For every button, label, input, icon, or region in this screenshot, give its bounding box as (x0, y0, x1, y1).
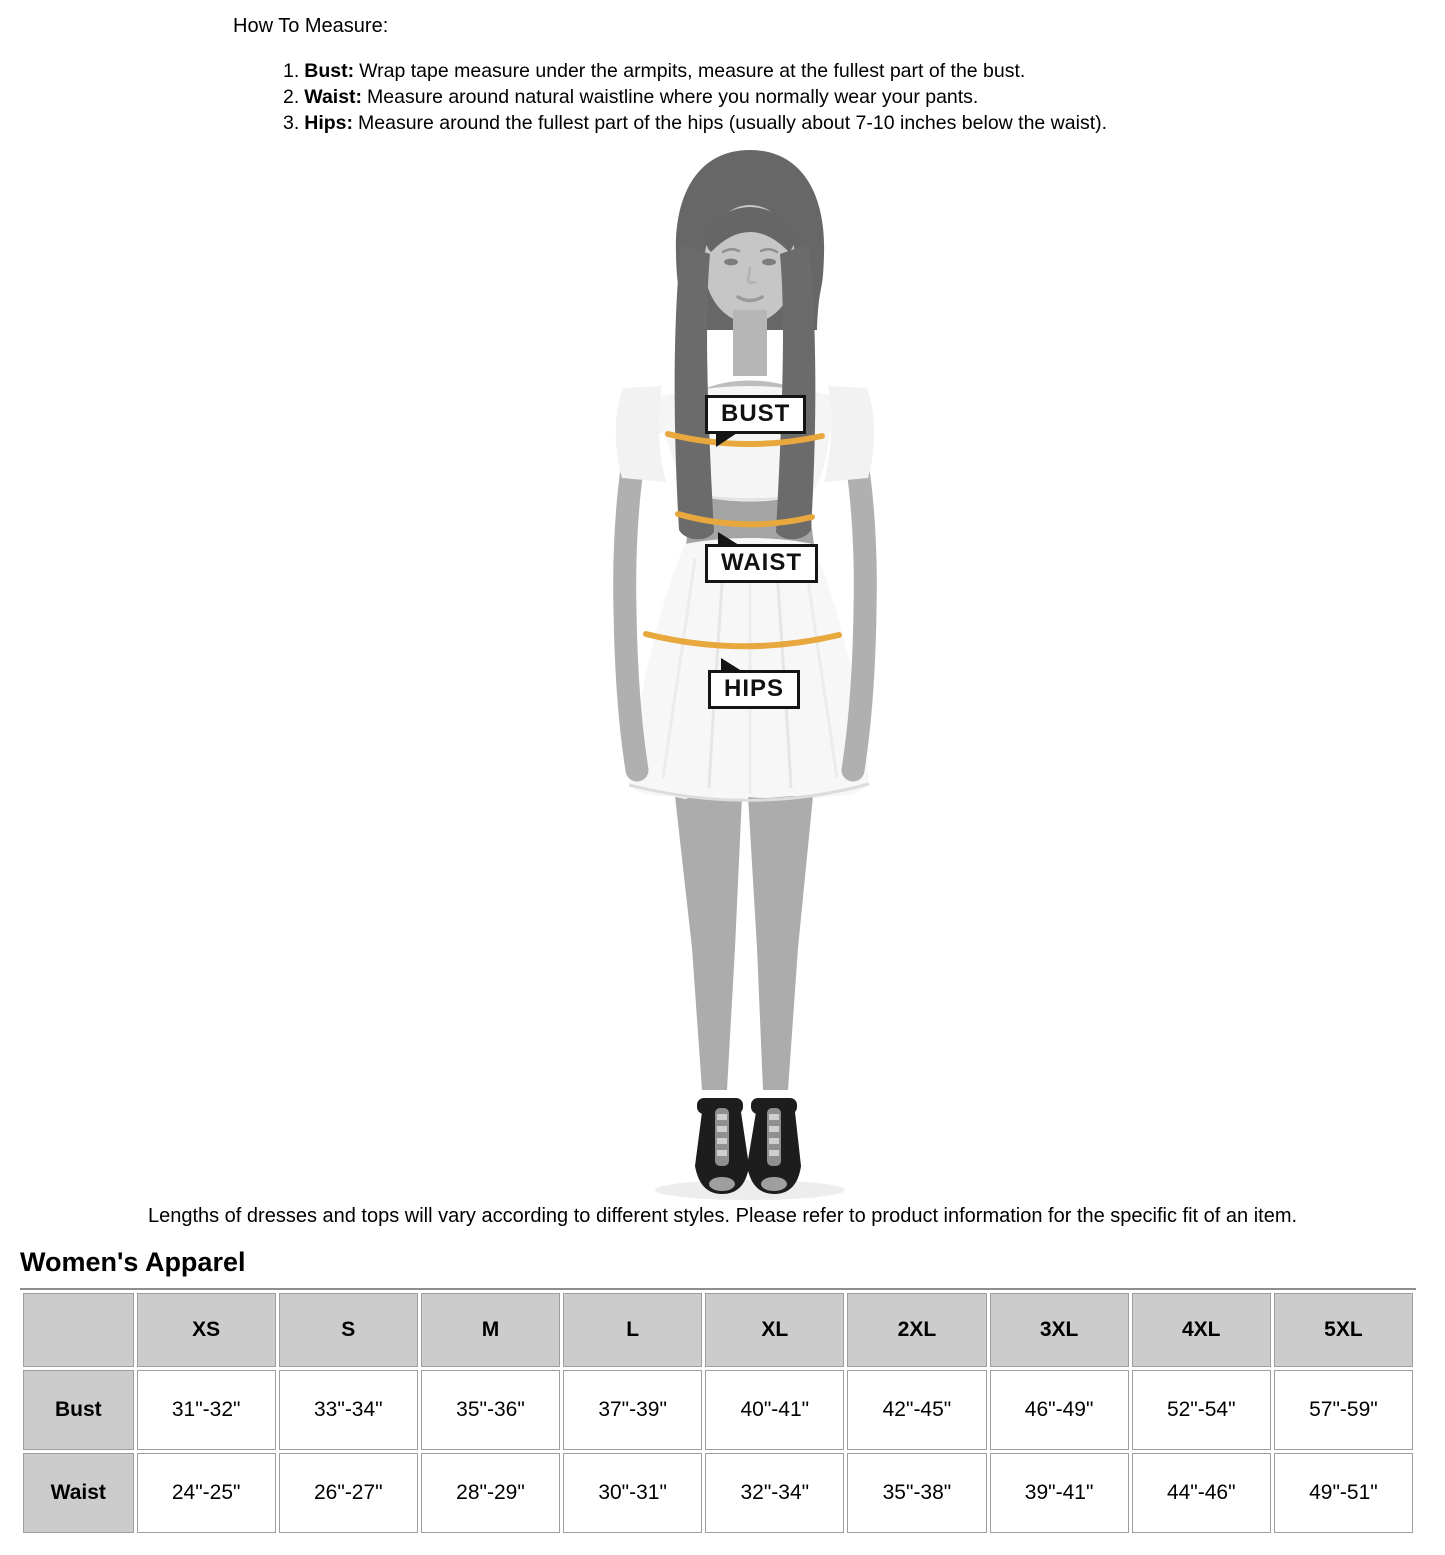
instruction-term: Hips: (304, 112, 354, 134)
size-cell: 42"-45" (847, 1370, 986, 1450)
size-table-title: Women's Apparel (20, 1247, 246, 1277)
row-label: Waist (23, 1453, 134, 1533)
size-cell: 49"-51" (1274, 1453, 1413, 1533)
corner-cell (23, 1293, 134, 1367)
size-cell: 31"-32" (137, 1370, 276, 1450)
how-to-measure-heading: How To Measure: (233, 15, 389, 37)
instruction-number: 2. (283, 86, 300, 108)
instruction-term: Bust: (304, 60, 355, 82)
instruction-number: 3. (283, 112, 300, 134)
instruction-text: Wrap tape measure under the armpits, measure at the fullest part of the bust. (359, 60, 1026, 82)
size-col-header: L (563, 1293, 702, 1367)
instruction-term: Waist: (304, 86, 363, 108)
instruction-bust (283, 58, 1107, 84)
size-cell: 24"-25" (137, 1453, 276, 1533)
size-cell: 28"-29" (421, 1453, 560, 1533)
size-cell: 30"-31" (563, 1453, 702, 1533)
waist-row (23, 1453, 1413, 1533)
floor-shadow (655, 1180, 845, 1200)
instruction-hips (283, 110, 1107, 136)
size-col-header: M (421, 1293, 560, 1367)
size-cell: 26"-27" (279, 1453, 418, 1533)
fit-disclaimer-note: Lengths of dresses and tops will vary according to different styles. Please refer to product information for the specific fit of an item. (147, 1205, 1298, 1227)
measurement-model-figure (545, 148, 945, 1204)
size-col-header: 3XL (990, 1293, 1129, 1367)
size-cell: 40"-41" (705, 1370, 844, 1450)
measure-instructions-list (283, 58, 1107, 136)
size-header-row (23, 1293, 1413, 1367)
model-shoes (695, 1098, 801, 1194)
size-col-header: S (279, 1293, 418, 1367)
model-legs (675, 796, 813, 1090)
size-cell: 52"-54" (1132, 1370, 1271, 1450)
size-cell: 57"-59" (1274, 1370, 1413, 1450)
size-col-header: 2XL (847, 1293, 986, 1367)
size-col-header: 4XL (1132, 1293, 1271, 1367)
hips-callout-label: HIPS (708, 670, 800, 709)
size-cell: 46"-49" (990, 1370, 1129, 1450)
size-cell: 32"-34" (705, 1453, 844, 1533)
size-cell: 35"-38" (847, 1453, 986, 1533)
size-cell: 44"-46" (1132, 1453, 1271, 1533)
instruction-number: 1. (283, 60, 300, 82)
size-col-header: XS (137, 1293, 276, 1367)
bust-callout-label: BUST (705, 395, 806, 434)
size-cell: 39"-41" (990, 1453, 1129, 1533)
size-cell: 35"-36" (421, 1370, 560, 1450)
size-cell: 37"-39" (563, 1370, 702, 1450)
waist-callout-label: WAIST (705, 544, 818, 583)
size-col-header: 5XL (1274, 1293, 1413, 1367)
size-col-header: XL (705, 1293, 844, 1367)
bust-row (23, 1370, 1413, 1450)
instruction-text: Measure around natural waistline where you normally wear your pants. (367, 86, 979, 108)
row-label: Bust (23, 1370, 134, 1450)
size-cell: 33"-34" (279, 1370, 418, 1450)
instruction-text: Measure around the fullest part of the hips (usually about 7-10 inches below the waist). (358, 112, 1108, 134)
womens-apparel-size-table (20, 1288, 1416, 1536)
instruction-waist (283, 84, 1107, 110)
